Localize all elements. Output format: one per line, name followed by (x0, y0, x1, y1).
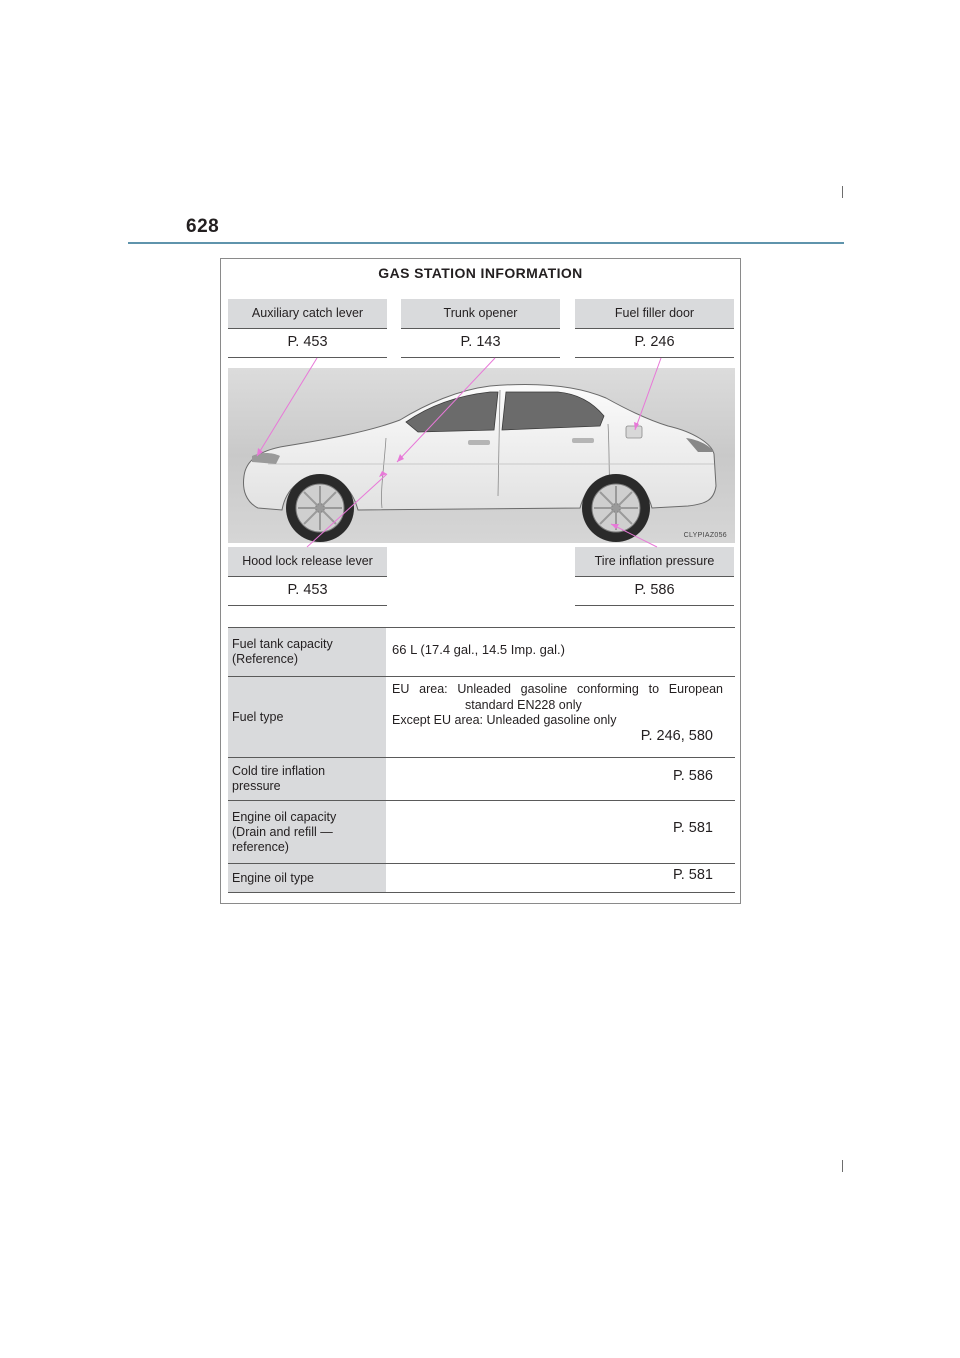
header-rule (128, 242, 844, 244)
spec-label-line: pressure (232, 779, 281, 793)
spec-label (228, 758, 386, 800)
callout-auxiliary-catch-lever (228, 299, 387, 358)
spec-label-line: (Reference) (232, 652, 298, 666)
gas-station-info-panel (220, 258, 741, 904)
car-illustration (228, 368, 735, 543)
spec-row-fuel-type (228, 677, 735, 758)
fuel-tank-capacity-value: 66 L (17.4 gal., 14.5 Imp. gal.) (392, 642, 565, 657)
spec-label-line: Fuel tank capacity (232, 637, 333, 651)
crop-mark-bottom (842, 1160, 843, 1172)
spec-row-engine-oil-type (228, 864, 735, 893)
page-reference: P. 246 (575, 329, 734, 358)
fuel-type-line: Except EU area: Unleaded gasoline only (392, 713, 617, 727)
figure-code: CLYPIAZ056 (683, 532, 727, 539)
spec-row-fuel-tank-capacity (228, 628, 735, 677)
spec-row-cold-tire-inflation-pressure (228, 758, 735, 801)
callout-tire-inflation-pressure (575, 547, 734, 606)
callout-trunk-opener (401, 299, 560, 358)
fuel-type-line: EU area: Unleaded gasoline conforming to European (392, 682, 723, 696)
spec-label-line: reference) (232, 839, 289, 854)
page-reference: P. 581 (672, 820, 713, 836)
fuel-filler-door-shape (626, 426, 642, 438)
spec-value (386, 628, 735, 676)
car-side-view-image (228, 368, 735, 543)
callout-label: Fuel filler door (575, 299, 734, 329)
spec-label (228, 864, 386, 892)
page-number: 628 (186, 216, 220, 237)
spec-row-engine-oil-capacity (228, 801, 735, 864)
spec-label-line: Fuel type (232, 709, 284, 724)
rear-door-handle (572, 438, 594, 443)
callout-label: Tire inflation pressure (575, 547, 734, 577)
callout-label: Hood lock release lever (228, 547, 387, 577)
specs-table (228, 627, 735, 893)
page-reference: P. 143 (401, 329, 560, 358)
spec-label-line: Cold tire inflation (232, 764, 326, 778)
crop-mark-top (842, 186, 843, 198)
page-reference: P. 246, 580 (640, 728, 713, 744)
fuel-type-line: standard EN228 only (465, 698, 582, 712)
front-door-handle (468, 440, 490, 445)
callout-label: Trunk opener (401, 299, 560, 329)
panel-title: GAS STATION INFORMATION (378, 265, 583, 281)
callout-hood-lock-release-lever (228, 547, 387, 606)
spec-label (228, 628, 386, 676)
page-reference: P. 586 (575, 577, 734, 606)
callout-label: Auxiliary catch lever (228, 299, 387, 329)
spec-value (386, 758, 735, 800)
spec-label-line: Engine oil capacity (232, 809, 337, 824)
page-reference: P. 453 (228, 577, 387, 606)
page-reference: P. 586 (672, 768, 713, 784)
spec-label-line: Engine oil type (232, 870, 315, 885)
page-reference: P. 581 (672, 867, 713, 883)
spec-value (386, 801, 735, 863)
spec-label (228, 677, 386, 757)
spec-label (228, 801, 386, 863)
page-reference: P. 453 (228, 329, 387, 358)
spec-value (386, 677, 735, 757)
spec-value (386, 864, 735, 892)
spec-label-line: (Drain and refill — (232, 824, 333, 839)
callout-fuel-filler-door (575, 299, 734, 358)
